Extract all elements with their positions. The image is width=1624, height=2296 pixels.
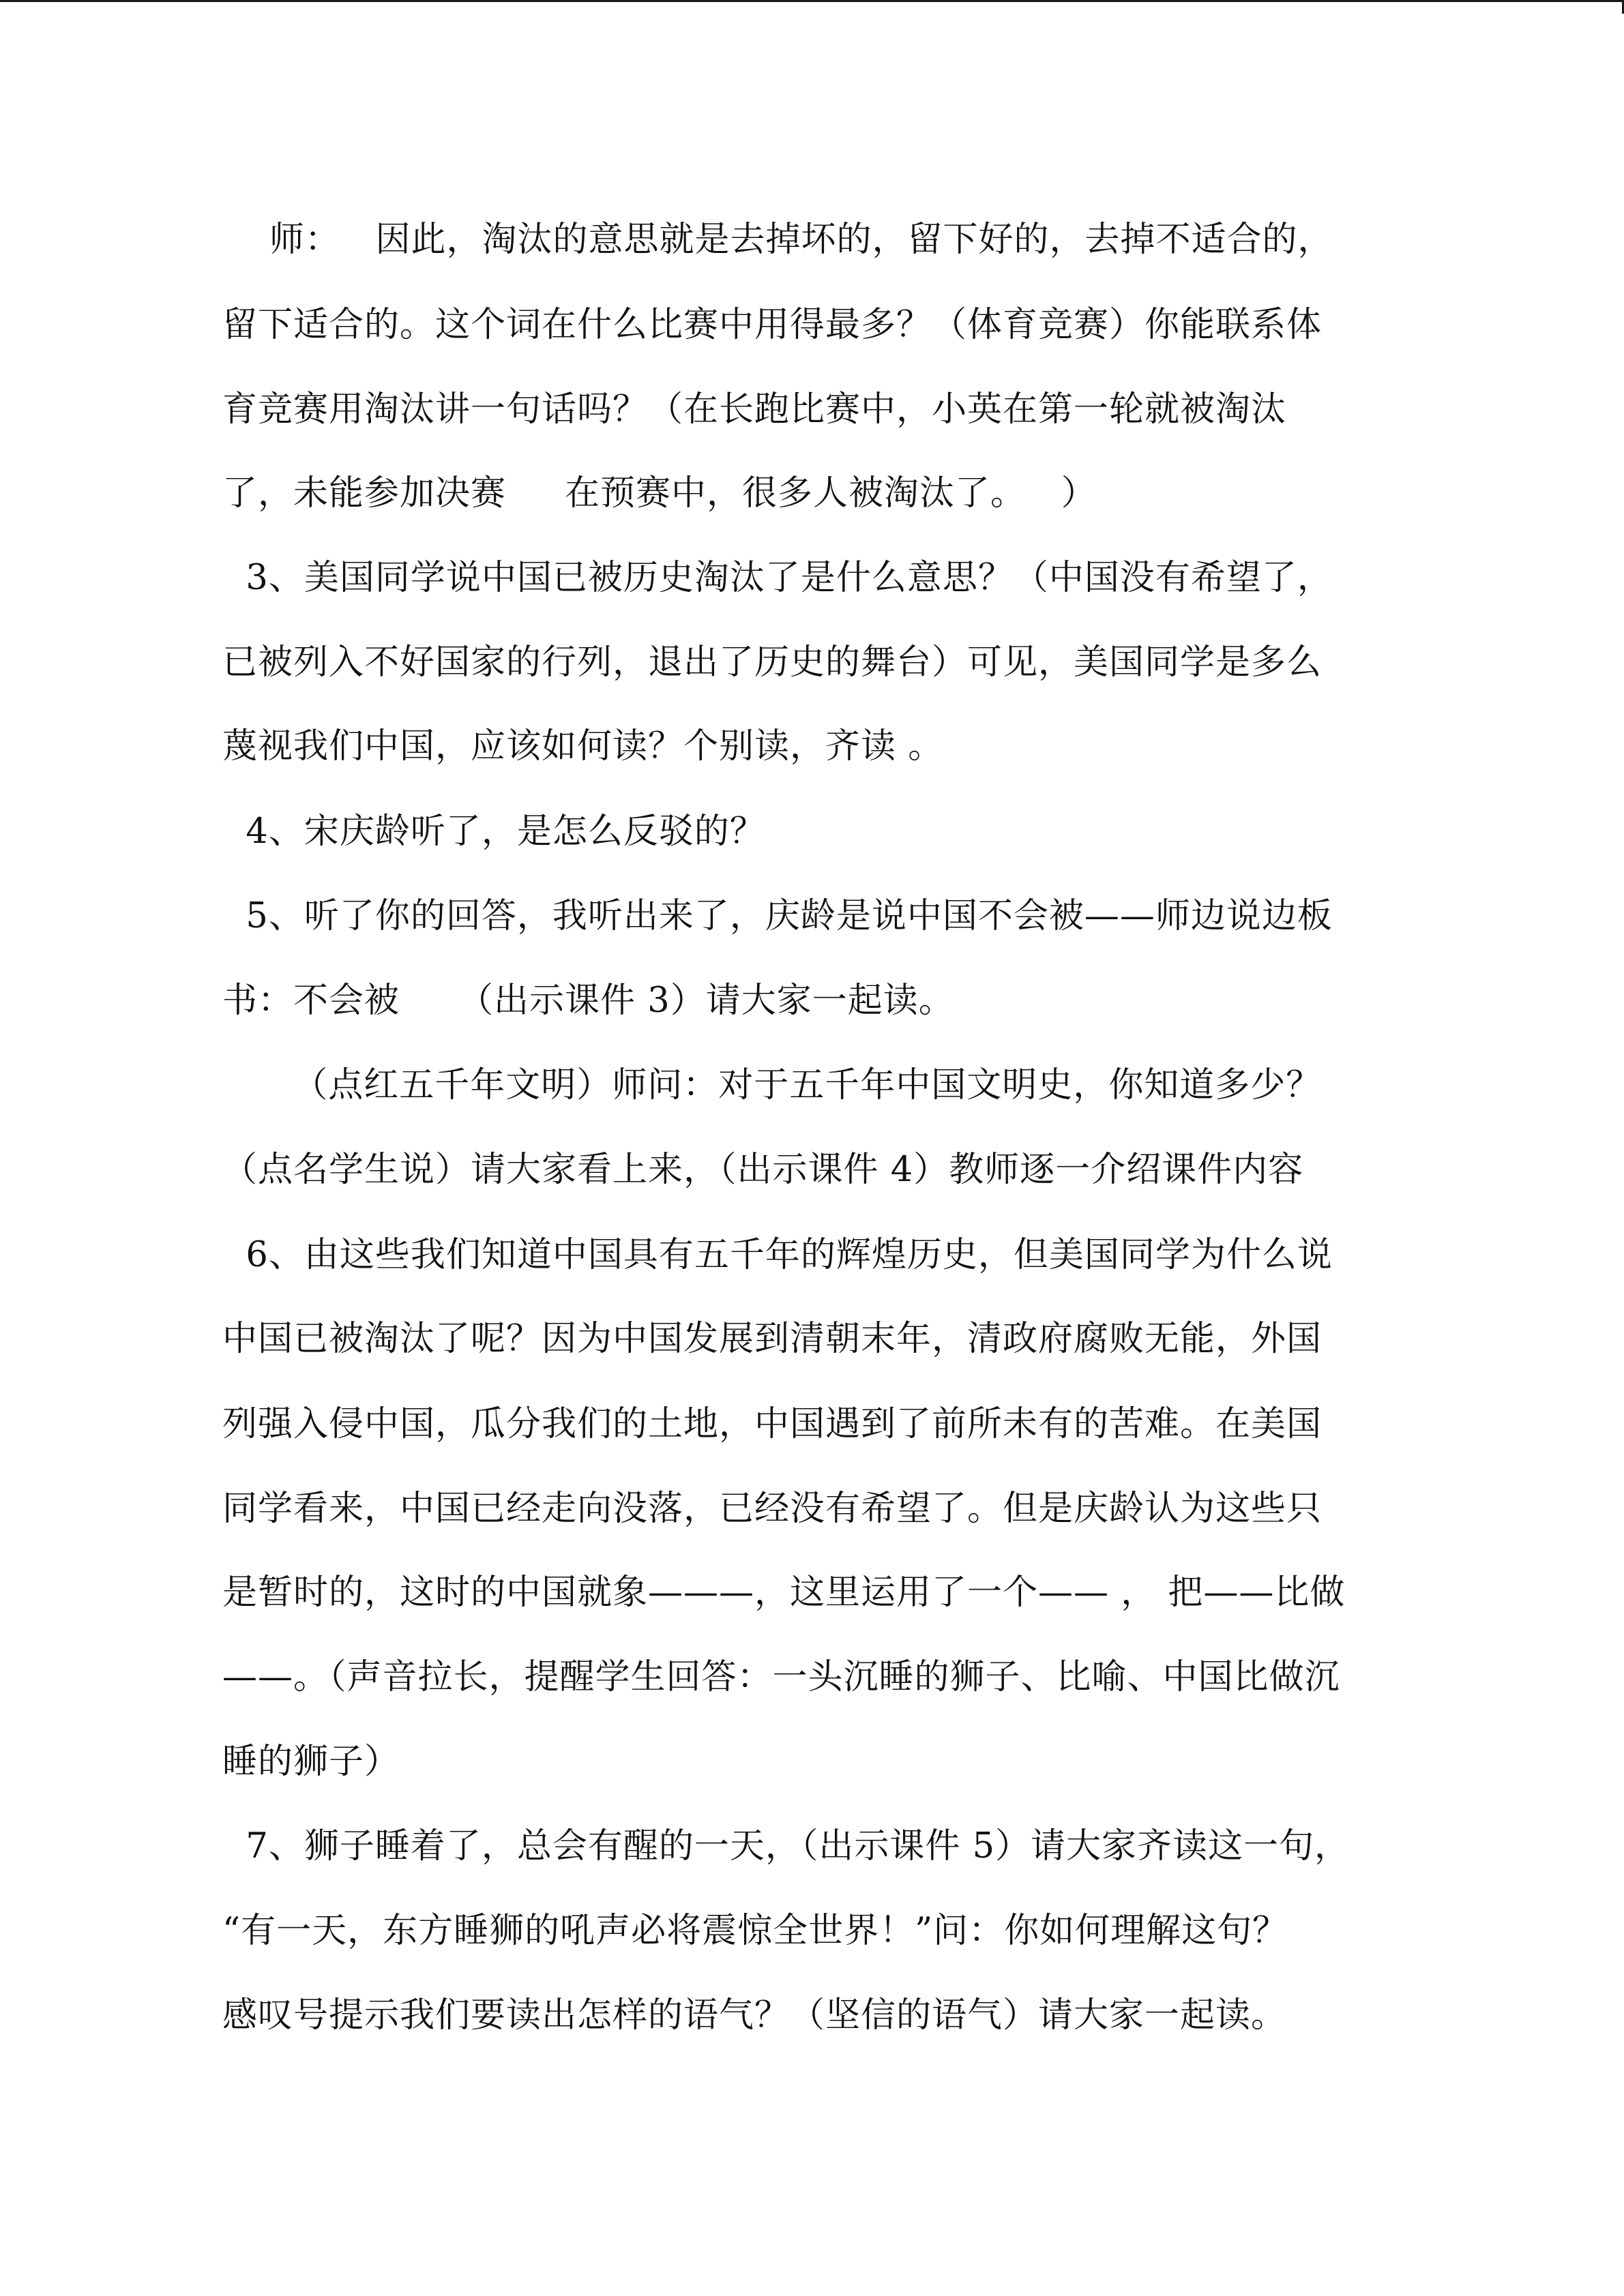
text-line: 3、美国同学说中国已被历史淘汰了是什么意思？（中国没有希望了， — [222, 558, 1333, 598]
text-line: 6、由这些我们知道中国具有五千年的辉煌历史，但美国同学为什么说 — [222, 1235, 1333, 1275]
text-line: 感叹号提示我们要读出怎样的语气？（坚信的语气）请大家一起读。 — [222, 1995, 1287, 2036]
text-line: 育竞赛用淘汰讲一句话吗？（在长跑比赛中，小英在第一轮就被淘汰 — [222, 389, 1287, 430]
text-line: 书：不会被 （出示课件 3）请大家一起读。 — [222, 981, 954, 1021]
text-line: （点红五千年文明）师问：对于五千年中国文明史，你知道多少？ — [222, 1065, 1322, 1105]
text-line: 留下适合的。这个词在什么比赛中用得最多？（体育竞赛）你能联系体 — [222, 305, 1323, 345]
text-line: 5、听了你的回答，我听出来了，庆龄是说中国不会被——师边说边板 — [222, 896, 1333, 936]
text-line: 师： 因此，淘汰的意思就是去掉坏的，留下好的，去掉不适合的， — [222, 220, 1333, 260]
text-line: ——。（声音拉长，提醒学生回答：一头沉睡的狮子、比喻、中国比做沉 — [222, 1657, 1340, 1697]
text-line: 同学看来，中国已经走向没落，已经没有希望了。但是庆龄认为这些只 — [222, 1489, 1323, 1529]
text-line: 4、宋庆龄听了，是怎么反驳的？ — [222, 811, 765, 852]
text-line: 已被列入不好国家的行列，退出了历史的舞台）可见，美国同学是多么 — [222, 642, 1323, 683]
text-line: 睡的狮子） — [222, 1742, 400, 1782]
text-line: 中国已被淘汰了呢？因为中国发展到清朝末年，清政府腐败无能，外国 — [222, 1319, 1323, 1359]
text-line: 了，未能参加决赛 在预赛中，很多人被淘汰了。 ） — [222, 473, 1097, 513]
page-top-border — [0, 0, 1624, 2]
text-line: 蔑视我们中国，应该如何读？个别读，齐读 。 — [222, 726, 944, 766]
text-line: 列强入侵中国，瓜分我们的土地，中国遇到了前所未有的苦难。在美国 — [222, 1404, 1323, 1444]
text-line: 7、狮子睡着了，总会有醒的一天，（出示课件 5）请大家齐读这一句， — [222, 1826, 1350, 1866]
text-line: 是暂时的，这时的中国就象———，这里运用了一个—— ， 把——比做 — [222, 1572, 1346, 1613]
text-line: “有一天，东方睡狮的吼声必将震惊全世界！”问：你如何理解这句？ — [222, 1911, 1288, 1951]
text-line: （点名学生说）请大家看上来，（出示课件 4）教师逐一介绍课件内容 — [222, 1150, 1304, 1190]
